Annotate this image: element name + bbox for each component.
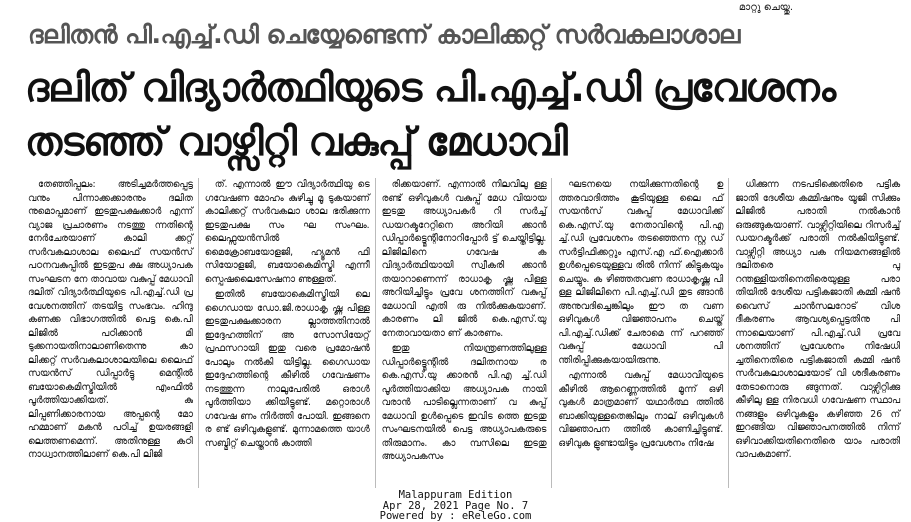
article-paragraph: ധിക്കുന്ന നടപടിക്കെതിരെ പട്ടിക ജാതി ദേശീയ കമ്മിഷനും യൂജി സിക്കും ലിജിൽ പരാതി നൽകാൻ ഒരുങ്ങുകയാണ്. വാഴ്സിറ്റിയിലെ റിസർച്ച് ഡയറക്ടർക്ക് പരാതി നൽകിയിട്ടുണ്ട്. വാഴ്സിറ്റി അധ്യാ പക നിയമനങ്ങളിൽ ദലിതരെ പു റന്തള്ളിയതിനെതിരെയുള്ള പരാ തിയിൽ ദേശീയ പട്ടികജാതി കമ്മി ഷൻ വൈസ് ചാൻസലറോട് വിശ ദീകരണം ആവശ്യപ്പെട്ടതിനു പി ന്നാലെയാണ് പി.എച്ച്.ഡി പ്രവേ ശനത്തിന് പ്രവേശനം നിഷേധി ച്ചതിനെതിരെ പട്ടികജാതി കമ്മി ഷൻ സർവകലാശാലയോട് വി ശദീകരണം തേടാനൊരു ങ്ങുന്നത്. വാഴ്സിറ്റിക്കു കീഴിലു ള്ള നിരവധി ഗവേഷണ സ്ഥാപ നങ്ങളും ഒഴിവുകളും കഴിഞ്ഞ 26 ന് ഇറങ്ങിയ വിജ്ഞാപനത്തിൽ നിന്ന് ഒഴിവാക്കിയതിനെതിരെ യാം പരാതി വാപകമാണ്. — [735, 179, 900, 460]
headline-line-1: ദലിത് വിദ്യാർത്ഥിയുടെ പി.എച്ച്.ഡി പ്രവേശനം — [25, 66, 836, 111]
article-column — [205, 178, 376, 488]
article-column — [735, 178, 905, 488]
continued-text-top: മാറ്റു ചെയ്തു. — [738, 2, 793, 13]
article-paragraph: എന്നാൽ വകുപ്പ് മേധാവിയുടെ കീഴിൽ ആറെണ്ണത്തിൽ മൂന്ന് ഒഴി വുകൾ മാത്രമാണ് യഥാർത്ഥ ത്തിൽ ബാക്കിയുള്ളതെങ്കിലും നാല് ഒഴിവുകൾ വിജ്ഞാപന ത്തിൽ കാണിച്ചിട്ടുണ്ട്. ഒഴിവുക ളുണ്ടായിട്ടും പ്രവേശനം നിഷേ — [558, 370, 724, 449]
article-paragraph: ഇതിൽ ബയോകെമിസ്ട്രിയി ലെ ഗൈഡായ ഡോ.ജി.രാധാകൃ ഷ്ണ പിള്ള ഇടതുപക്ഷക്കാരന ല്ലാത്തതിനാൽ ഇദ്ദേഹത്തിന് അ സോസിയേറ്റ് പ്രഫസറായി ഇതു വരെ പ്രമോഷൻ പോലും നൽകി യിട്ടില്ല. ഗൈഡായ ഇദ്ദേഹത്തിന്റെ കീഴിൽ ഗവേഷണം നടത്തുന്ന നാലുപേരിൽ ഒരാൾ പൂർത്തിയാ ക്കിയിട്ടുണ്ട്. മറ്റൊരാൾ ഗവേഷ ണം നിർത്തി പോയി. ഇങ്ങനെ ര ണ്ട് ഒഴിവുകളുണ്ട്. മുന്നാമത്തെ യാൾ സബ്മിറ്റ് ചെയ്താൻ കാത്തി — [204, 289, 370, 449]
article-body — [28, 178, 905, 488]
article-column — [28, 178, 199, 488]
edition-label: Malappuram Edition — [398, 489, 513, 501]
article-paragraph: രിക്കയാണ്. എന്നാൽ നിലവിലു ള്ള രണ്ട് ഒഴിവുകൾ വകുപ്പ് മേധ വിയായ ഇടതു അധ്യാപകർ റി സർച്ച് ഡയറക്ടറേറ്റിനെ അറിയി ക്കാൻ ഡിപ്പാർട്ട്മെന്റിനോറിപ്പോർ ട്ട് ചെയ്തിട്ടില്ല. ലിജിലിനെ ഗവേഷ ക വിദ്യാർത്ഥിയായി സ്വീകരി ക്കാൻ തയാറാണെന്ന് രാധാകൃ ഷ്ണ പിള്ള അറിയിച്ചിട്ടും പ്രവേ ശനത്തിന് വകുപ്പ് മേധാവി എതി രു നിൽക്കുകയാണ്. കാരണം ലി ജിൽ കെ.എസ്.യു നേതാവായതാ ണ് കാരണം. — [381, 179, 547, 339]
article-paragraph: ത്. എന്നാൽ ഈ വിദ്യാർത്ഥിയു ടെ ഗവേഷണ മോഹം കുഴിച്ചു മൂ ടുകയാണ് കാലിക്കറ്റ് സർവകലാ ശാല ഭരിക്കുന്ന ഇടതുപക്ഷ സം ഘ സംഘം. ലൈഫ്സയൻസിൽ മൈക്രോബയോളജി, ഹ്യൂമൻ ഫി സിയോളജി, ബയോകെമിസ്ട്രി എന്നീ സ്പെഷലൈസേഷനാ ണുള്ളത്. — [204, 179, 370, 285]
article-paragraph: ഘടനയെ നയിക്കുന്നതിന്റെ ഉ ത്തരവാദിത്തം കൂടിയുള്ള ലൈ ഫ് സയൻസ് വകുപ്പ് മേധാവിക്ക് കെ.എസ്.യു നേതാവിന്റെ പി.എ ച്ച്.ഡി പ്രവേശനം തടഞ്ഞെന്ന സ്റ്റ ഡ് സർട്ടിഫിക്കറ്റും എസ്.എ ഫ്.ഐക്കാർ ഉൾപ്പെടെയുള്ളവ രിൽ നിന്ന് കിട്ടുകയും ചെയ്യും. ക ഴിഞ്ഞതവണ രാധാകൃഷ്ണ പി ള്ള ലിജിലിനെ പി.എച്ച്.ഡി തുട ങ്ങാൻ അനുവദിച്ചെങ്കിലും ഈ ത വണ ഒഴിവുകൾ വിജ്ഞാപനം ചെയ്ത് പി.എച്ച്.ഡിക്ക് ചേരാമെ ന്ന് പറഞ്ഞ് വകുപ്പ് മേധാവി പി ന്തിരിപ്പിക്കുകയായിരുന്നു. — [558, 179, 724, 366]
article-column — [382, 178, 553, 488]
powered-by-label: Powered by : eReleGo.com — [379, 510, 532, 522]
article-headline — [25, 62, 905, 170]
page-footer — [0, 490, 911, 522]
article-paragraph: ഇതു നിയന്ത്രണത്തിലുള്ള ഡിപ്പാർട്ട്മെന്റിൽ ദലിതനായ ര കെ.എസ്.യു ക്കാരൻ പി.എ ച്ച്.ഡി പൂർത്തിയാക്കിയ അധ്യാപക നായി വരാൻ പാടില്ലെന്നതാണ് വ കുപ്പ് മേധാവി ഉൾപ്പെടെ ഇവിട ത്തെ ഇടതു സംഘടനയിൽ പെട്ട അധ്യാപകരുടെ തിരുമാനം. കാ മ്പസിലെ ഇടതു അധ്യാപകസം — [381, 343, 547, 462]
article-column — [558, 178, 729, 488]
article-paragraph: തേഞ്ഞിപ്പലം: അടിച്ചമർത്തപ്പെട്ട വനും പിന്നാക്കക്കാരനും ദലിത നുമൊപ്പമാണ് ഇടതുപക്ഷക്കാർ എന്ന് വ്യാജ പ്രചാരണം നടത്തു ന്നതിന്റെ നേർചേരയാണ് കാലി ക്കറ്റ് സർവകലാശാല ലൈഫ് സയൻസ് പഠനവകുപ്പിൽ ഇടതുപ ക്ഷ അധ്യാപക സംഘടന നേ താവായ വകുപ്പ് മേധാവി ദലിത് വിദ്യാർത്ഥിയുടെ പി.എച്ച്.ഡി പ്ര വേശനത്തിന് തടയിട്ട സംഭവം. ഹിന്ദു കണക്ക വിഭാഗത്തിൽ പെട്ട കെ.പി ലിജിൽ പഠിക്കാൻ മി ടുക്കനായതിനാലാണിതെന്നു കാ ലിക്കറ്റ് സർവകലാശാലയിലെ ലൈഫ് സയൻസ് ഡിപ്പാർട്ടു മെന്റിൽ ബയോകെമിസ്ട്രിയിൽ എംഫിൽ പൂർത്തിയാക്കിയത്. കു ലിപ്പണിക്കാരനായ അപ്പന്റെ മോ ഹമ്മാണ് മകൻ പഠിച്ച് ഉയരങ്ങളി ലെത്തണമെന്ന്. അതിനുള്ള കഠി നാധ്വാനത്തിലാണ് കെ.പി ലിജി — [28, 179, 193, 460]
date-page-label: Apr 28, 2021 Page No. 7 — [382, 499, 529, 512]
article-kicker: ദലിതൻ പി.എച്ച്.ഡി ചെയ്യേണ്ടെന്ന് കാലിക്കറ്റ് സർവകലാശാല — [28, 20, 740, 49]
headline-line-2: തടഞ്ഞ് വാഴ്സിറ്റി വകുപ്പ് മേധാവി — [25, 120, 567, 165]
